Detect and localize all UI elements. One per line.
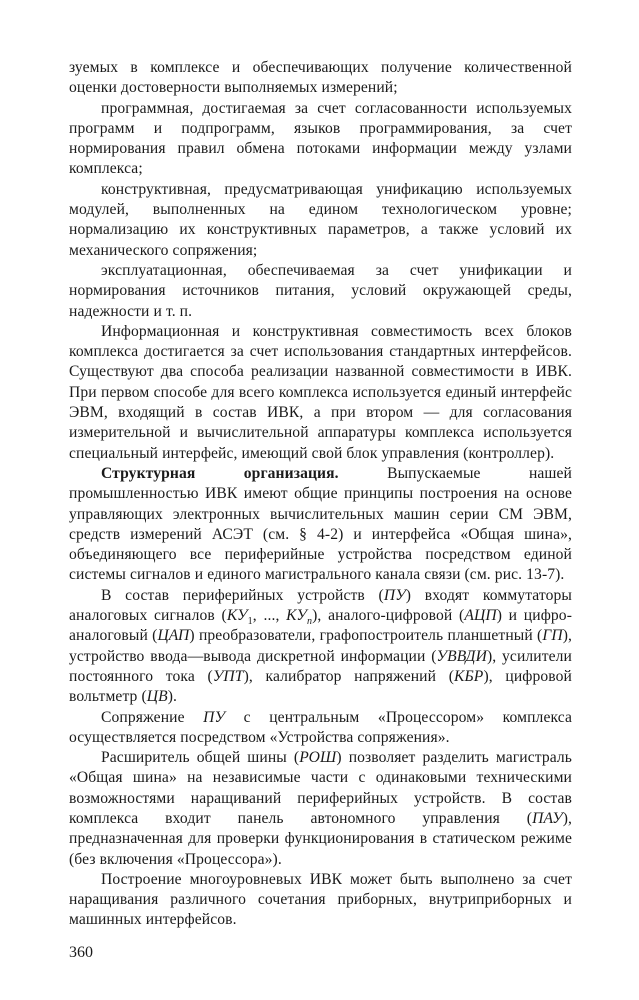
paragraph-p3 [69, 180, 572, 261]
text-run: 1 [247, 616, 253, 628]
text-run: зуемых в комплексе и обеспечивающих получение количественной оценки достоверности выполняемых измерений; [69, 59, 572, 97]
text-run: ЦВ [146, 688, 168, 706]
text-run: эксплуатационная, обеспечиваемая за счет унификации и нормирования источников питания, условий окружающей среды, надежности и т. п. [69, 261, 572, 320]
text-run: ), усилители постоянного тока ( [69, 647, 572, 685]
text-run: ) позволяет разделить магистраль «Общая шина» на независимые части с одинаковыми техническими возможностями наращиваний периферийных устройств. В состав комплекса входит панель автономного управления ( [69, 749, 573, 827]
text-run: ЦАП [157, 627, 190, 645]
text-run: АЦП [464, 607, 497, 625]
text-run: с центральным «Процессором» комплекса осуществляется посредством «Устройства сопряжения». [69, 708, 572, 746]
text-run: ). [167, 688, 178, 706]
text-run: программная, достигаемая за счет согласованности используемых программ и подпрограмм, языков программирования, за счет нормирования правил обмена потоками информации между узлами комплекса; [69, 99, 572, 178]
text-run: УВВДИ [436, 647, 487, 665]
text-run: n [306, 616, 313, 628]
body-text [69, 58, 572, 931]
paragraph-p9 [69, 748, 572, 870]
text-run: ), устройство ввода—вывода дискретной информации ( [69, 627, 572, 665]
text-run: ) входят коммутаторы аналоговых сигналов ( [69, 586, 572, 625]
text-run: ), аналого-цифровой ( [312, 607, 465, 625]
text-run: Расширитель общей шины ( [101, 749, 300, 767]
text-run: ), предназначенная для проверки функционирования в статическом режиме (без включения «Процессора»). [69, 809, 572, 868]
text-run: ) преобразователи, графопостроитель планшетный ( [189, 627, 543, 645]
text-run: УПТ [212, 667, 244, 685]
text-run: ), калибратор напряжений ( [243, 667, 455, 685]
paragraph-p1 [69, 58, 572, 99]
paragraph-p8 [69, 708, 572, 749]
text-run: конструктивная, предусматривающая унификацию используемых модулей, выполненных на едином технологическом уровне; нормализацию их конструктивных параметров, а также условий их механического сопряжения; [69, 180, 572, 259]
text-run: РОШ [299, 749, 337, 767]
text-run: ПАУ [532, 809, 563, 827]
page-number: 360 [69, 944, 93, 961]
text-run: Построение многоуровневых ИВК может быть выполнено за счет наращивания различного сочетания приборных, внутриприборных и машинных интерфейсов. [69, 870, 572, 929]
text-run: КУ [226, 607, 248, 625]
paragraph-p6 [69, 464, 572, 586]
text-run: Выпускаемые нашей промышленностью ИВК имеют общие принципы построения на основе управляющих электронных вычислительных машин серии СМ ЭВМ, средств измерений АСЭТ (см. § 4-2) и интерфейса «Общая шина», объединяющего все периферийные устройства посредством единой системы сигналов и единого магистрального канала связи (см. рис. 13-7). [69, 464, 573, 584]
text-run: ) и цифро-аналоговый ( [69, 607, 572, 645]
text-run: ), цифровой вольтметр ( [69, 667, 572, 706]
text-run: В состав периферийных устройств ( [101, 586, 384, 604]
paragraph-p2 [69, 99, 572, 180]
paragraph-p4 [69, 261, 572, 322]
paragraph-p7 [69, 586, 572, 708]
text-run: ГП [542, 627, 563, 645]
text-run: ПУ [383, 586, 406, 604]
paragraph-p10 [69, 870, 572, 931]
text-run: , ..., [252, 607, 287, 625]
text-run: Информационная и конструктивная совместимость всех блоков комплекса достигается за счет использования стандартных интерфейсов. Существуют два способа реализации названной совместимости в ИВК. При первом способе для всего комплекса используется единый интерфейс ЭВМ, входящий в состав ИВК, а при втором — для согласования измерительной и вычислительной аппаратуры комплекса используется специальный интерфейс, имеющий свой блок управления (контроллер). [69, 322, 572, 462]
text-run: Сопряжение [101, 708, 204, 726]
text-run: ПУ [203, 708, 226, 726]
text-run: КБР [454, 667, 484, 685]
text-run: КУ [286, 607, 307, 625]
paragraph-p5 [69, 322, 572, 464]
section-heading: Структурная организация. [101, 464, 339, 482]
